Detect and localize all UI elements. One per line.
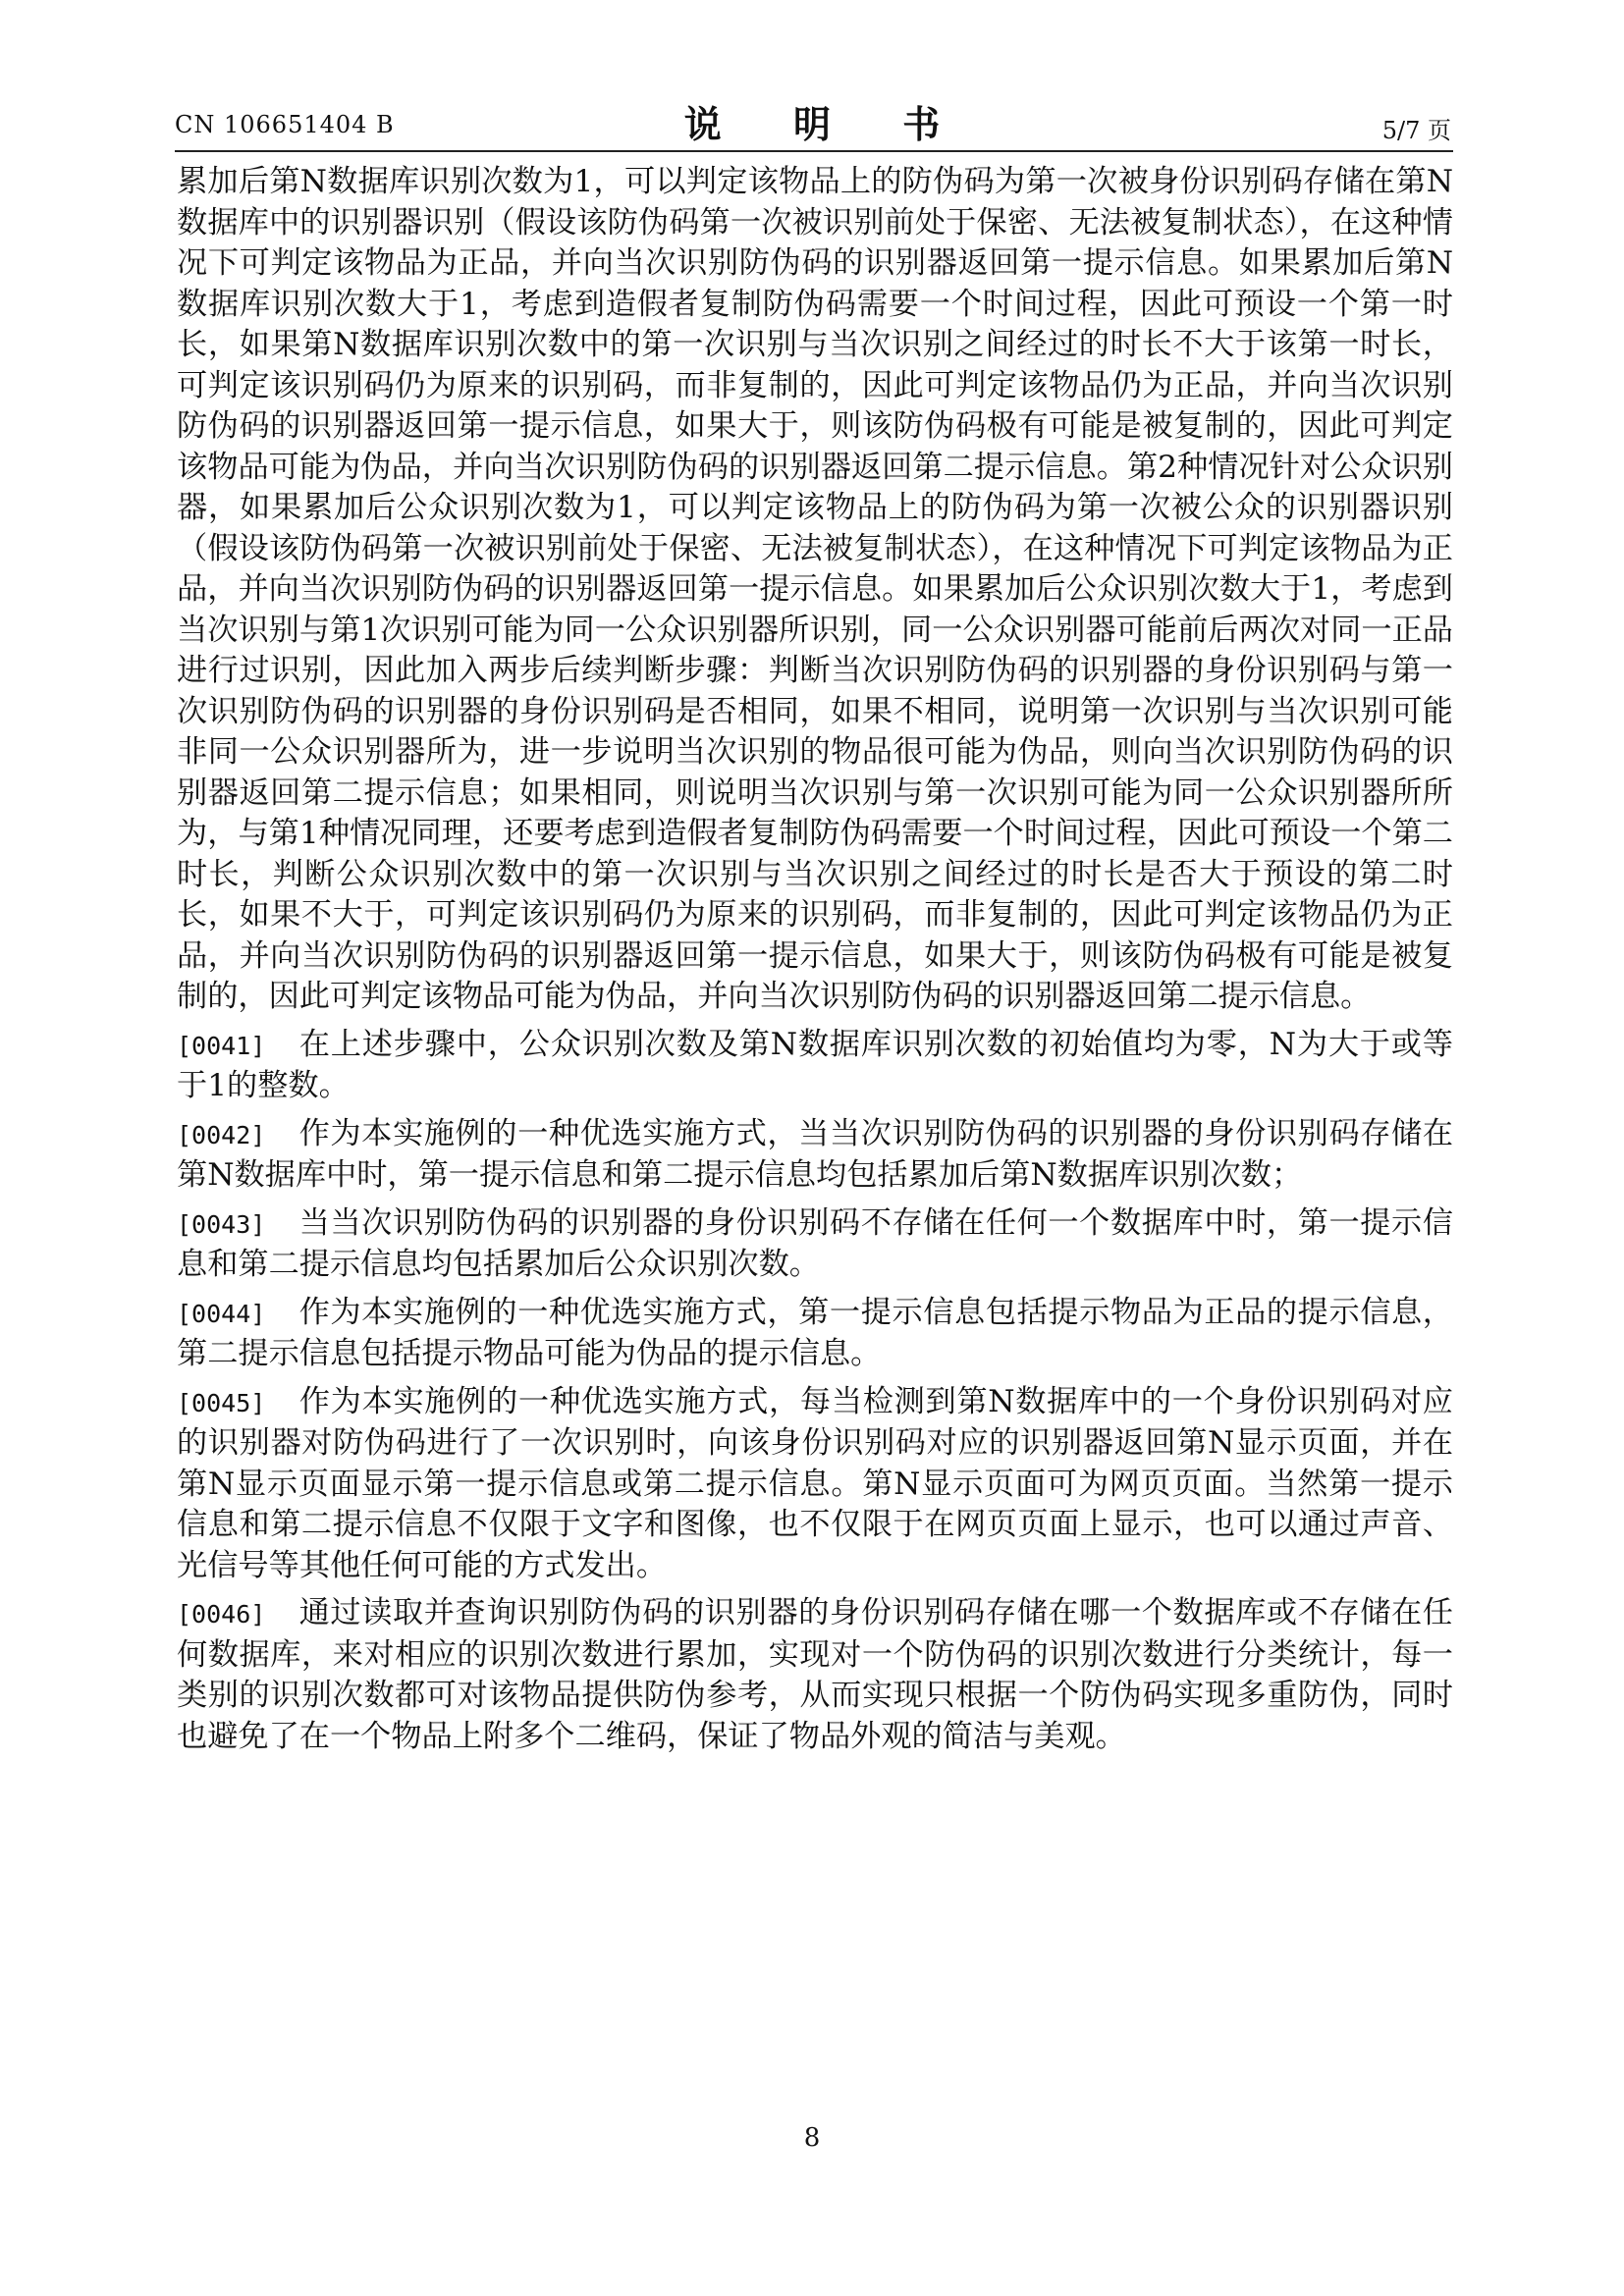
- paragraph-continuation: [177, 162, 1453, 1018]
- page-number: 8: [803, 2123, 821, 2153]
- paragraph-number: [0042]: [177, 1120, 266, 1149]
- paragraph-number: [0041]: [177, 1031, 266, 1060]
- paragraph-text: 作为本实施例的一种优选实施方式，第一提示信息包括提示物品为正品的提示信息，第二提示信息包括提示物品可能为伪品的提示信息。: [177, 1294, 1453, 1371]
- paragraph-text: 作为本实施例的一种优选实施方式，当当次识别防伪码的识别器的身份识别码存储在第N数据库中时，第一提示信息和第二提示信息均包括累加后第N数据库识别次数；: [177, 1115, 1453, 1193]
- paragraph-0043: [177, 1203, 1453, 1286]
- patent-number: CN 106651404 B: [175, 111, 395, 138]
- paragraph-number: [0045]: [177, 1388, 266, 1417]
- document-body: [177, 162, 1453, 1764]
- paragraph-0046: [177, 1593, 1453, 1757]
- paragraph-0045: [177, 1382, 1453, 1587]
- paragraph-text: 作为本实施例的一种优选实施方式，每当检测到第N数据库中的一个身份识别码对应的识别器对防伪码进行了一次识别时，向该身份识别码对应的识别器返回第N显示页面，并在第N显示页面显示第一提示信息或第二提示信息。第N显示页面可为网页页面。当然第一提示信息和第二提示信息不仅限于文字和图像，也不仅限于在网页页面上显示，也可以通过声音、光信号等其他任何可能的方式发出。: [177, 1383, 1453, 1583]
- paragraph-0044: [177, 1293, 1453, 1375]
- paragraph-text: 累加后第N数据库识别次数为1，可以判定该物品上的防伪码为第一次被身份识别码存储在第N数据库中的识别器识别（假设该防伪码第一次被识别前处于保密、无法被复制状态），在这种情况下可判定该物品为正品，并向当次识别防伪码的识别器返回第一提示信息。如果累加后第N数据库识别次数大于1，考虑到造假者复制防伪码需要一个时间过程，因此可预设一个第一时长，如果第N数据库识别次数中的第一次识别与当次识别之间经过的时长不大于该第一时长，可判定该识别码仍为原来的识别码，而非复制的，因此可判定该物品仍为正品，并向当次识别防伪码的识别器返回第一提示信息，如果大于，则该防伪码极有可能是被复制的，因此可判定该物品可能为伪品，并向当次识别防伪码的识别器返回第二提示信息。第2种情况针对公众识别器，如果累加后公众识别次数为1，可以判定该物品上的防伪码为第一次被公众的识别器识别（假设该防伪码第一次被识别前处于保密、无法被复制状态），在这种情况下可判定该物品为正品，并向当次识别防伪码的识别器返回第一提示信息。如果累加后公众识别次数大于1，考虑到当次识别与第1次识别可能为同一公众识别器所识别，同一公众识别器可能前后两次对同一正品进行过识别，因此加入两步后续判断步骤：判断当次识别防伪码的识别器的身份识别码与第一次识别防伪码的识别器的身份识别码是否相同，如果不相同，说明第一次识别与当次识别可能非同一公众识别器所为，进一步说明当次识别的物品很可能为伪品，则向当次识别防伪码的识别器返回第二提示信息；如果相同，则说明当次识别与第一次识别可能为同一公众识别器所所为，与第1种情况同理，还要考虑到造假者复制防伪码需要一个时间过程，因此可预设一个第二时长，判断公众识别次数中的第一次识别与当次识别之间经过的时长是否大于预设的第二时长，如果不大于，可判定该识别码仍为原来的识别码，而非复制的，因此可判定该物品仍为正品，并向当次识别防伪码的识别器返回第一提示信息，如果大于，则该防伪码极有可能是被复制的，因此可判定该物品可能为伪品，并向当次识别防伪码的识别器返回第二提示信息。: [177, 164, 1453, 1014]
- paragraph-number: [0046]: [177, 1600, 266, 1629]
- header-divider: [175, 150, 1453, 152]
- paragraph-text: 在上述步骤中，公众识别次数及第N数据库识别次数的初始值均为零，N为大于或等于1的整数。: [177, 1026, 1453, 1103]
- paragraph-text: 通过读取并查询识别防伪码的识别器的身份识别码存储在哪一个数据库或不存储在任何数据库，来对相应的识别次数进行累加，实现对一个防伪码的识别次数进行分类统计，每一类别的识别次数都可对该物品提供防伪参考，从而实现只根据一个防伪码实现多重防伪，同时也避免了在一个物品上附多个二维码，保证了物品外观的简洁与美观。: [177, 1595, 1453, 1754]
- page-title: 说 明 书: [683, 103, 970, 146]
- page-indicator: 5/7 页: [1381, 117, 1451, 144]
- paragraph-0041: [177, 1025, 1453, 1107]
- paragraph-number: [0044]: [177, 1299, 266, 1328]
- paragraph-0042: [177, 1114, 1453, 1197]
- paragraph-number: [0043]: [177, 1209, 266, 1239]
- paragraph-text: 当当次识别防伪码的识别器的身份识别码不存储在任何一个数据库中时，第一提示信息和第二提示信息均包括累加后公众识别次数。: [177, 1204, 1453, 1282]
